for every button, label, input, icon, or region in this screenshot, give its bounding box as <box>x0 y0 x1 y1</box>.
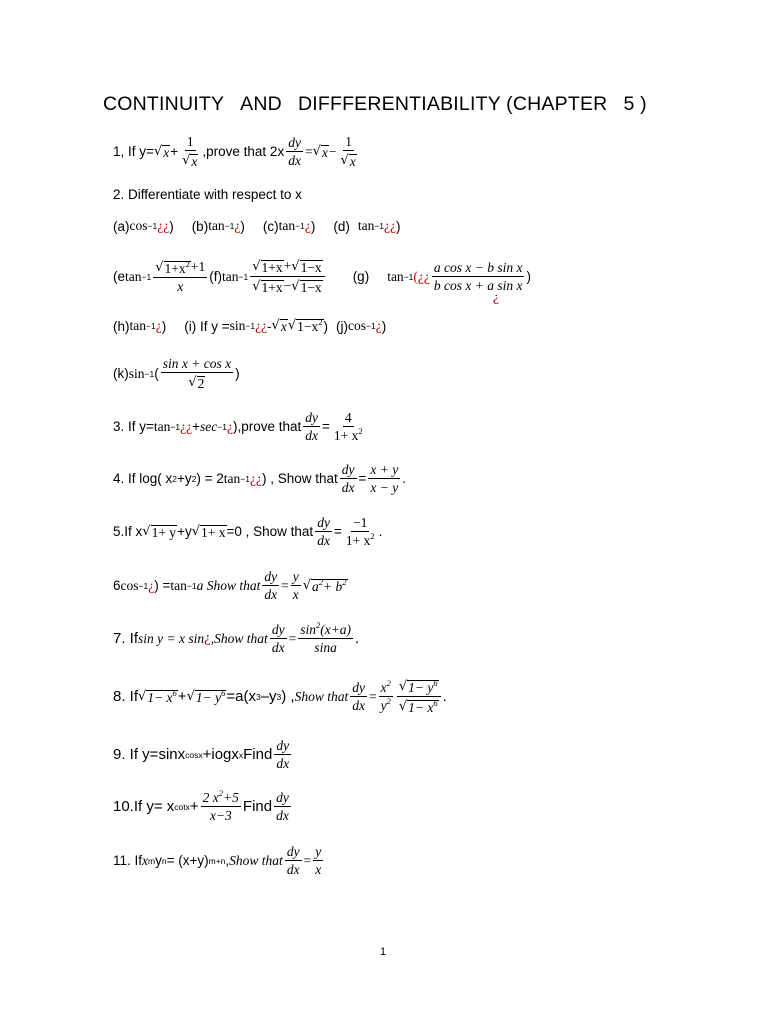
page-title: CONTINUITY AND DIFFFERENTIABILITY (CHAPTER 5 ) <box>103 93 647 115</box>
question-8: 8. If √ $1- x^6$ + √ $1- y^6$ =a(x 3 –y 3 ) , Show that $\frac{dy}{dx}$ = $\frac{x^2}{y^2}$ √ $1- y^6$ √ $1- x^6$ . <box>113 678 447 715</box>
question-6: 6 cos −1 ¿ ) = tan −1 a Show that $\frac{dy}{dx}$ = $\frac{y}{x}$ √ $a^2+ b^2$ <box>113 569 347 602</box>
question-2-parts-e-g: (e tan −1 √ $1+x^2$ +1 x (f) tan −1 √ 1+x + √ 1−x √ 1+x − √ 1−x (g) tan −1 (¿¿ a cos x − b sin x b cos x + a sin x ) <box>113 258 531 295</box>
question-4: 4. If log( x 2 +y 2 ) = 2 tan −1 ¿¿ ) , Show that $\frac{dy}{dx}$ = $\frac{x + y}{x - y}$ . <box>113 462 407 495</box>
page-number: 1 <box>380 946 387 958</box>
question-1: 1, If y= √ x + 1 √ x ,prove that 2x $\frac{dy}{dx}$ = √ x − 1 √ x <box>113 134 356 169</box>
question-11: 11. If x m y n = (x+y) m+n , Show that $\frac{dy}{dx}$ = $\frac{y}{x}$ <box>113 844 322 877</box>
question-3: 3. If y= tan −1 ¿¿ + sec −1 ¿ ) ,prove that $\frac{dy}{dx}$ = $\frac{4}{1+ x^2}$ <box>113 410 363 443</box>
question-9: 9. If y=sinx cosx +iogx x Find dy dx <box>113 738 290 771</box>
question-2-part-g-marker: ¿ <box>493 289 499 304</box>
question-2-part-k: (k) sin −1 ( sin x + cos x √ 2 ) <box>113 356 240 391</box>
question-2-parts-a-d: (a) cos −1 ¿¿ ) (b) tan −1 ¿ ) (c) tan −1 ¿ ) (d) tan −1 ¿¿ ) <box>113 218 401 234</box>
question-5: 5.If x √ 1+ y +y √ 1+ x =0 , Show that $\frac{dy}{dx}$ = $\frac{-1}{1+ x^2}$ . <box>113 515 383 548</box>
question-2-parts-h-j: (h) tan −1 ¿ ) (i) If y = sin −1 ¿¿ - √ x √ $1-x^2$ ) (j) cos −1 ¿ ) <box>113 317 387 334</box>
question-2: 2. Differentiate with respect to x <box>113 187 302 202</box>
question-7: 7. If sin y = x sin ¿ ,Show that $\frac{dy}{dx}$ = $\frac{\sin^2(x+a)}{\sin a}$ . <box>113 620 360 655</box>
question-10: 10.If y= x cotx + $\frac{2 x^2+5}{x-3}$ Find dy dx <box>113 788 289 823</box>
